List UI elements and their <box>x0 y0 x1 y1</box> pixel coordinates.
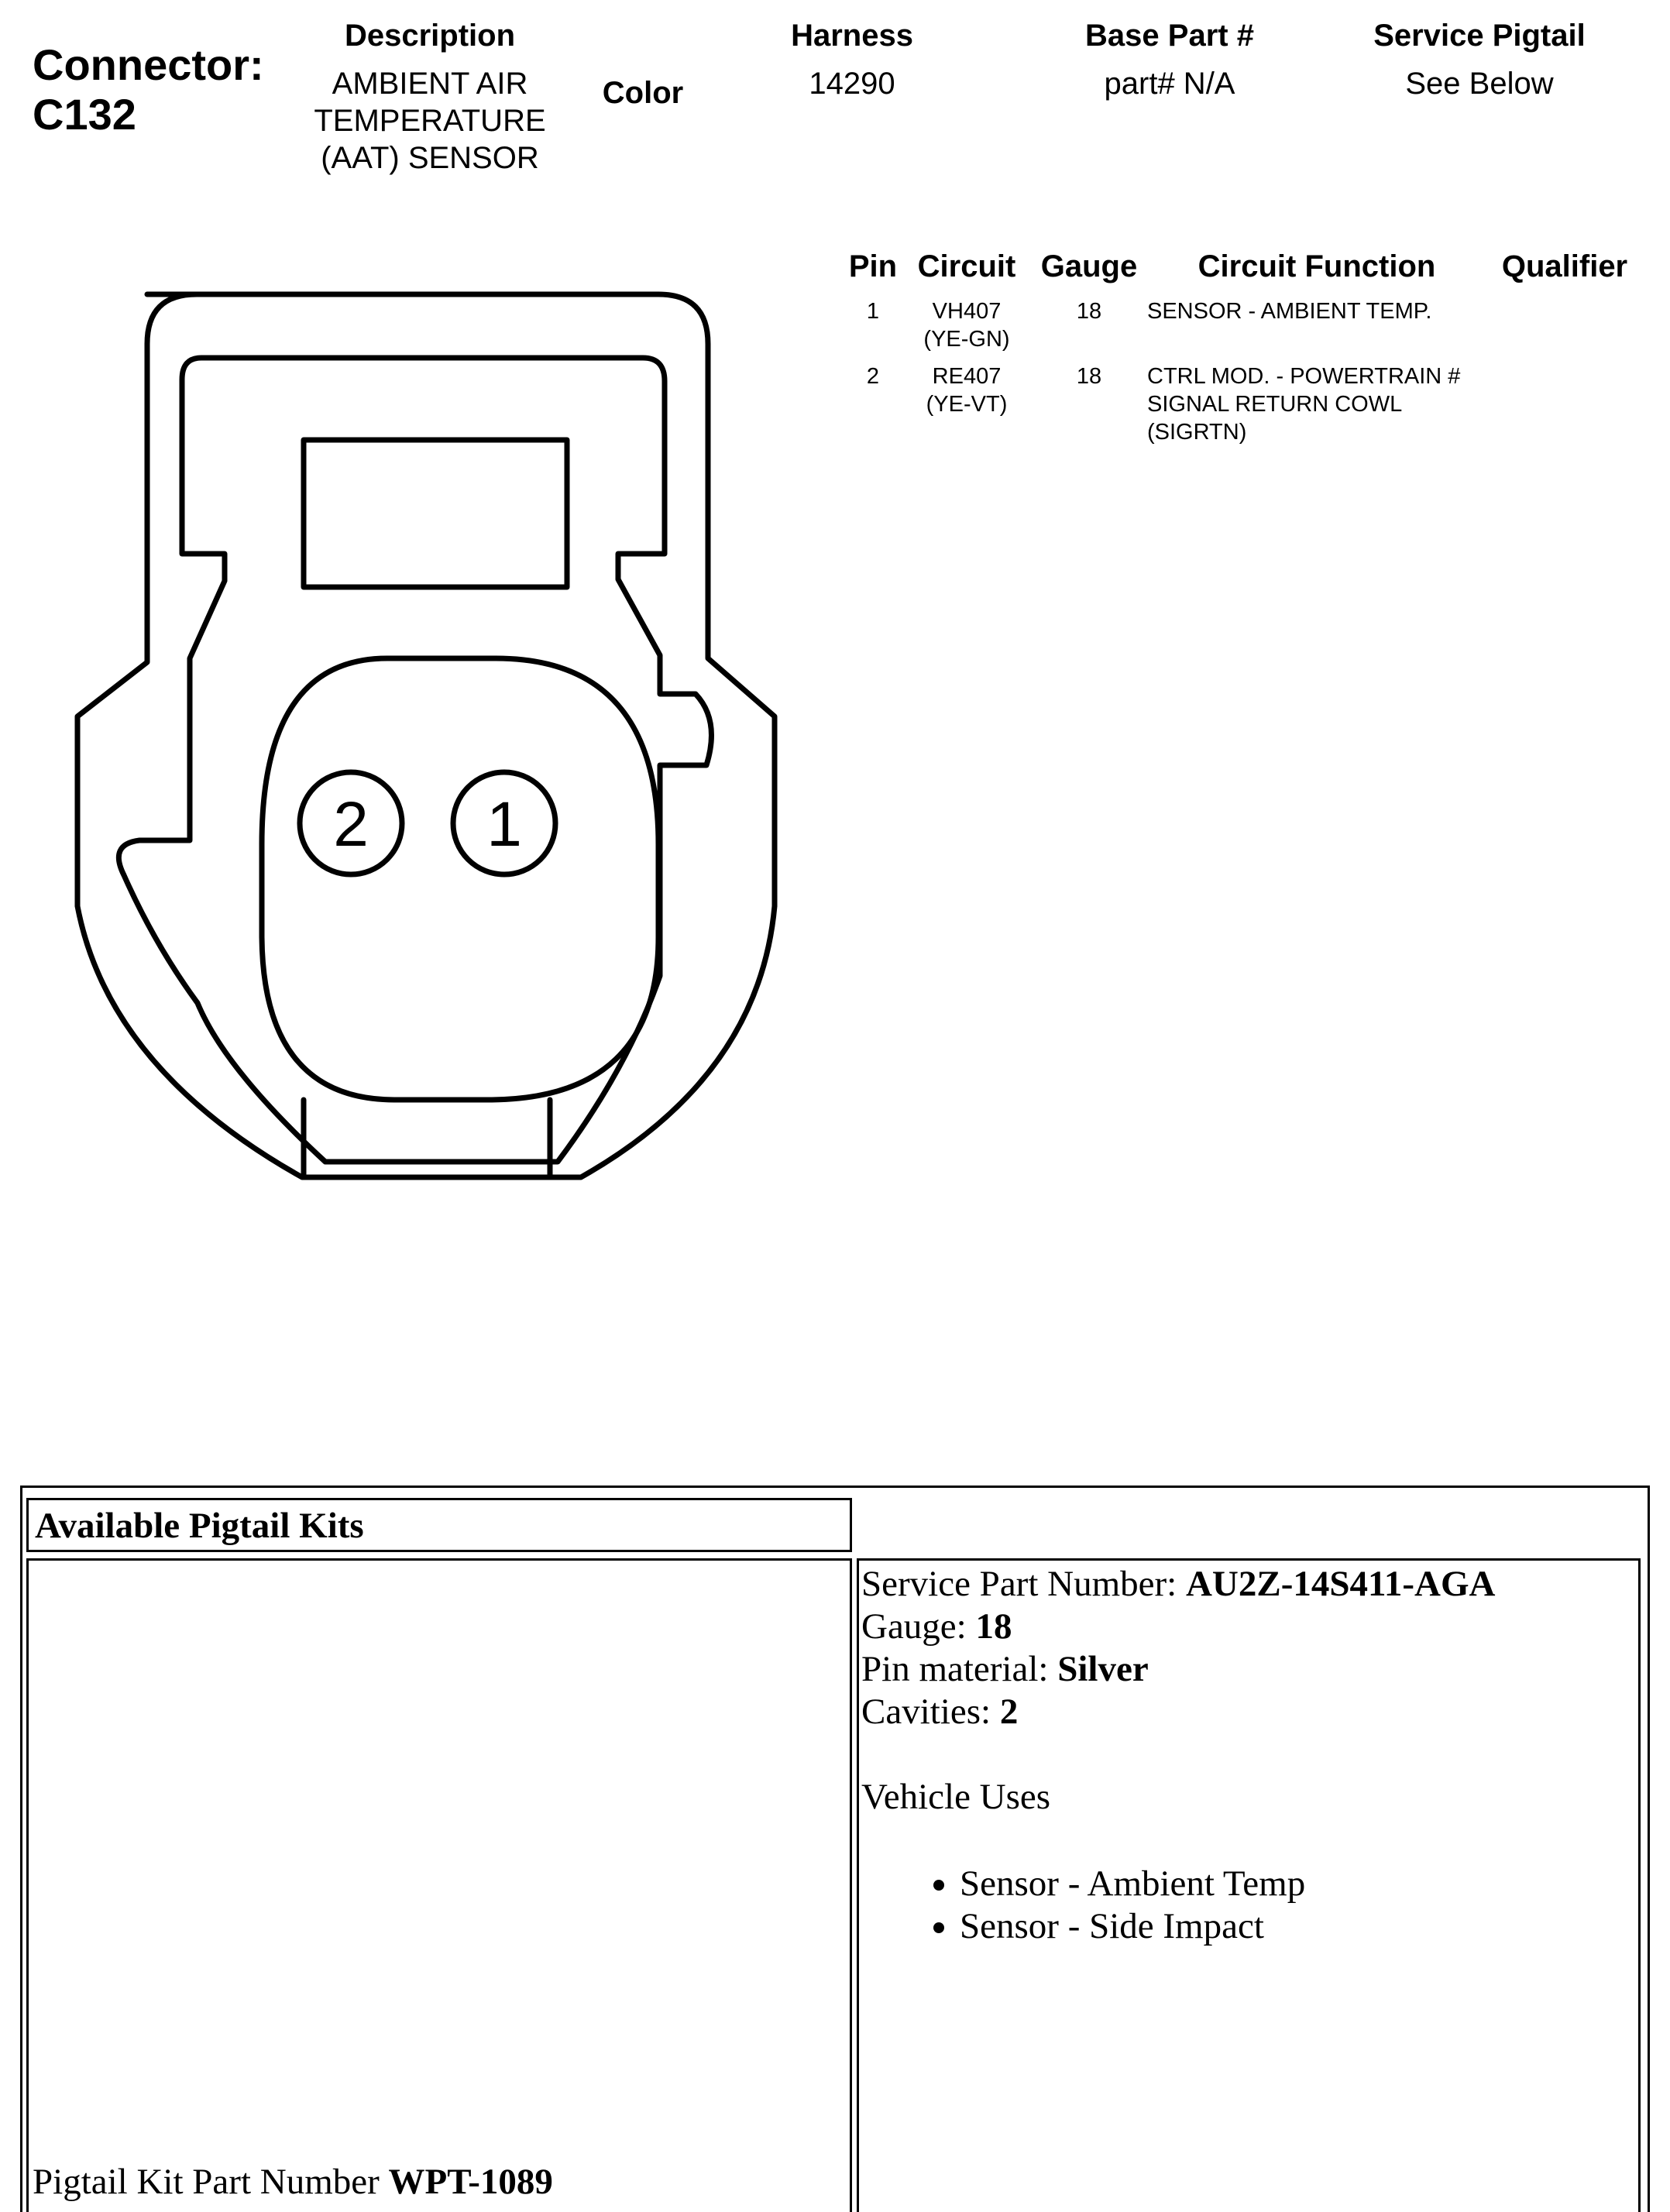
vehicle-uses-heading: Vehicle Uses <box>861 1777 1051 1817</box>
pin-cell: 1 <box>866 299 880 324</box>
service-pigtail-header: Service Pigtail <box>1373 19 1586 53</box>
function-line: (SIGRTN) <box>1147 420 1247 445</box>
cavities-value: 2 <box>999 1692 1019 1732</box>
qualifier-col-header: Qualifier <box>1501 249 1628 283</box>
cavities-row <box>861 1691 1628 1733</box>
pin-2-label: 2 <box>333 789 369 860</box>
service-part-number: AU2Z-14S411-AGA <box>1185 1564 1496 1604</box>
service-pigtail-value: See Below <box>1405 67 1554 101</box>
pin-cell: 2 <box>866 364 880 389</box>
gauge-value: 18 <box>975 1606 1012 1647</box>
keyway-tab <box>304 1100 550 1177</box>
pin-1-label: 1 <box>486 789 522 860</box>
pigtail-title: Available Pigtail Kits <box>35 1506 364 1546</box>
circuit-id: RE407 <box>932 364 1002 389</box>
latch-window <box>304 440 567 587</box>
gauge-row <box>861 1606 1628 1648</box>
pigtail-details <box>861 1563 1628 1948</box>
gauge-cell: 18 <box>1076 299 1102 324</box>
service-part-row <box>861 1563 1628 1606</box>
harness-header: Harness <box>791 19 913 53</box>
description-line: AMBIENT AIR <box>332 67 528 101</box>
list-item: • Sensor - Side Impact <box>960 1905 1628 1948</box>
pin-col-header: Pin <box>848 249 898 283</box>
service-part-label: Service Part Number: <box>861 1564 1186 1604</box>
pigtail-image-cell <box>26 1558 852 2212</box>
pigtail-title-cell <box>26 1498 852 1552</box>
kit-part-label: Pigtail Kit Part Number <box>33 2162 389 2202</box>
circuit-id: VH407 <box>932 299 1002 324</box>
housing-inner-wall <box>119 358 711 1162</box>
connector-id: C132 <box>33 90 136 139</box>
circuit-cell <box>905 297 1029 353</box>
gauge-label: Gauge: <box>861 1606 976 1647</box>
base-part-header: Base Part # <box>1085 19 1254 53</box>
description-value <box>298 65 562 177</box>
gauge-cell: 18 <box>1076 364 1102 389</box>
vehicle-uses-list <box>861 1863 1628 1948</box>
pin-cavity <box>262 658 658 1100</box>
function-cell <box>1147 362 1550 446</box>
color-header: Color <box>602 76 684 110</box>
connector-title <box>33 40 264 139</box>
pin-material-value: Silver <box>1057 1649 1149 1689</box>
description-line: (AAT) SENSOR <box>321 141 539 175</box>
kit-part-number: WPT-1089 <box>388 2162 553 2202</box>
harness-value: 14290 <box>809 67 895 101</box>
base-part-value: part# N/A <box>1104 67 1235 101</box>
pigtail-kit-part <box>33 2161 553 2203</box>
function-line: SIGNAL RETURN COWL <box>1147 392 1403 417</box>
circuit-color: (YE-VT) <box>926 392 1008 417</box>
pin-material-row <box>861 1648 1628 1691</box>
gauge-col-header: Gauge <box>1040 249 1138 283</box>
function-line: CTRL MOD. - POWERTRAIN # <box>1147 364 1461 389</box>
circuit-col-header: Circuit <box>917 249 1016 283</box>
cavities-label: Cavities: <box>861 1692 1000 1732</box>
function-cell <box>1147 297 1550 325</box>
connector-face-diagram <box>70 287 790 1231</box>
description-header: Description <box>344 19 516 53</box>
list-item: • Sensor - Ambient Temp <box>960 1863 1628 1905</box>
connector-label: Connector: <box>33 40 264 89</box>
pin-material-label: Pin material: <box>861 1649 1058 1689</box>
function-line: SENSOR - AMBIENT TEMP. <box>1147 299 1432 324</box>
function-col-header: Circuit Function <box>1198 249 1436 283</box>
description-line: TEMPERATURE <box>314 104 546 138</box>
circuit-color: (YE-GN) <box>923 327 1010 352</box>
circuit-cell <box>905 362 1029 418</box>
